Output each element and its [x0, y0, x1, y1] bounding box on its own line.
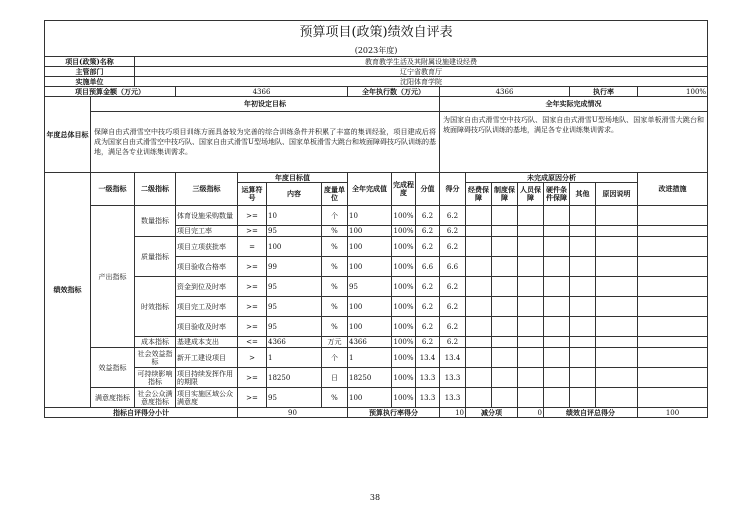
indicator-name: 项目完工及时率	[176, 297, 238, 317]
indicator-got: 6.2	[440, 337, 466, 348]
table-row	[45, 277, 708, 297]
indicator-content: 95	[267, 226, 322, 237]
indicator-unit: %	[322, 277, 348, 297]
indicator-score: 6.2	[416, 317, 440, 337]
indicator-content: 1	[267, 348, 322, 368]
indicator-op: <=	[238, 337, 267, 348]
indicator-op: >=	[238, 388, 267, 408]
indicator-content: 95	[267, 277, 322, 297]
indicator-got: 6.2	[440, 297, 466, 317]
header-reason-hardware: 硬件条件保障	[544, 183, 570, 206]
actual-goal-text: 为国家自由式滑雪空中技巧队、国家自由式滑雪U型场地队、国家单板滑雪大跳台和坡面障碍技巧队训练的基地，满足各专业训练集训需求。	[440, 112, 708, 173]
indicator-got: 6.2	[440, 206, 466, 226]
level1-effect: 效益指标	[91, 348, 135, 388]
department-value: 辽宁省教育厅	[135, 67, 708, 77]
indicator-unit: %	[322, 226, 348, 237]
project-name-value: 教育教学生活及其附属设施建设经费	[135, 57, 708, 67]
header-fix: 改进措施	[638, 173, 708, 206]
header-score: 分值	[416, 173, 440, 206]
indicator-op: >=	[238, 368, 267, 388]
header-level1: 一级指标	[91, 173, 135, 206]
indicator-unit: 个	[322, 348, 348, 368]
indicator-unit: %	[322, 297, 348, 317]
indicator-name: 项目验收及时率	[176, 317, 238, 337]
indicator-op: =	[238, 237, 267, 257]
exec-value: 4366	[440, 87, 570, 97]
group-quality: 质量指标	[135, 237, 176, 277]
header-got: 得分	[440, 173, 466, 206]
indicator-degree: 100%	[392, 368, 416, 388]
goal-label: 年度总体目标	[45, 97, 91, 173]
header-level3: 三级指标	[176, 173, 238, 206]
indicator-degree: 100%	[392, 317, 416, 337]
indicator-unit: 日	[322, 368, 348, 388]
project-name-label: 项目(政策)名称	[45, 57, 135, 67]
exec-label: 全年执行数（万元）	[348, 87, 440, 97]
table-row	[45, 368, 708, 388]
header-content: 内容	[267, 183, 322, 206]
indicator-content: 95	[267, 317, 322, 337]
indicator-score: 6.2	[416, 226, 440, 237]
group-cost: 成本指标	[135, 337, 176, 348]
indicator-got: 6.2	[440, 237, 466, 257]
indicator-name: 新开工建设项目	[176, 348, 238, 368]
indicator-content: 100	[267, 237, 322, 257]
indicator-content: 95	[267, 297, 322, 317]
indicator-content: 18250	[267, 368, 322, 388]
performance-label: 绩效指标	[45, 173, 91, 408]
indicator-degree: 100%	[392, 277, 416, 297]
unit-value: 沈阳体育学院	[135, 77, 708, 87]
evaluation-sheet	[44, 20, 707, 418]
self-score-value: 90	[238, 408, 348, 418]
indicator-actual: 100	[348, 226, 392, 237]
indicator-score: 6.2	[416, 206, 440, 226]
budget-exec-score-label: 预算执行率得分	[348, 408, 440, 418]
indicator-got: 13.3	[440, 368, 466, 388]
indicator-degree: 100%	[393, 338, 414, 346]
header-level2: 二级指标	[135, 173, 176, 206]
page-title: 预算项目(政策)绩效自评表	[45, 21, 708, 46]
indicator-unit: 万元	[322, 337, 348, 348]
indicator-op: >=	[238, 206, 267, 226]
deduct-label: 减分项	[466, 408, 518, 418]
indicator-degree: 100%	[392, 297, 416, 317]
indicator-op: >	[238, 348, 267, 368]
header-target-group: 年度目标值	[238, 173, 348, 183]
header-reason-group: 未完成原因分析	[466, 173, 638, 183]
indicator-name: 项目立项获批率	[176, 237, 238, 257]
indicator-got: 6.2	[440, 277, 466, 297]
initial-goal-text: 保障自由式滑雪空中技巧项目训练方面具备较为完善的综合训练条件并积累了丰富的集训经验，项目建成后将成为国家自由式滑雪空中技巧队、国家自由式滑雪U型场地队、国家单板滑雪大跳台和坡面障碍技巧队训练的基地，满足各专业训练集训需求。	[91, 112, 440, 173]
unit-label: 实施单位	[45, 77, 135, 87]
indicator-name: 基建成本支出	[176, 337, 238, 348]
indicator-name: 项目持续发挥作用的期限	[176, 368, 238, 388]
indicator-actual: 18250	[348, 368, 392, 388]
indicator-actual: 100	[348, 237, 392, 257]
group-quantity: 数量指标	[135, 206, 176, 237]
level1-satisfaction: 满意度指标	[91, 388, 135, 408]
indicator-degree: 100%	[392, 257, 416, 277]
indicator-content: 99	[267, 257, 322, 277]
rate-label: 执行率	[570, 87, 638, 97]
page-number: 38	[369, 493, 381, 502]
indicator-unit: 个	[322, 206, 348, 226]
header-reason-system: 制度保障	[492, 183, 518, 206]
indicator-content: 4366	[267, 337, 322, 348]
indicator-degree: 100%	[392, 348, 416, 368]
indicator-score: 6.2	[416, 337, 440, 348]
initial-goal-header: 年初设定目标	[91, 97, 440, 112]
total-score-label: 绩效自评总得分	[544, 408, 638, 418]
self-score-label: 指标自评得分小计	[45, 408, 238, 418]
group-sustain: 可持续影响指标	[135, 368, 176, 388]
rate-value: 100%	[638, 87, 708, 97]
budget-exec-score-value: 10	[440, 408, 466, 418]
indicator-degree: 100%	[392, 237, 416, 257]
header-reason-other: 其他	[570, 183, 596, 206]
actual-goal-header: 全年实际完成情况	[440, 97, 708, 112]
header-reason-staff: 人员保障	[518, 183, 544, 206]
total-score-value: 100	[638, 408, 708, 418]
indicator-op: >=	[238, 277, 267, 297]
indicator-name: 项目验收合格率	[176, 257, 238, 277]
indicator-actual: 10	[348, 206, 392, 226]
indicator-degree: 100%	[393, 227, 414, 235]
level1-output: 产出指标	[91, 206, 135, 348]
deduct-value: 0	[518, 408, 544, 418]
header-reason-funding: 经费保障	[466, 183, 492, 206]
indicator-score: 13.3	[416, 368, 440, 388]
indicator-actual: 100	[348, 257, 392, 277]
indicator-name: 体育设施采购数量	[176, 206, 238, 226]
indicator-name: 项目实施区域公众满意度	[176, 388, 238, 408]
indicator-score: 13.3	[416, 388, 440, 408]
indicator-score: 6.6	[416, 257, 440, 277]
indicator-actual: 100	[348, 388, 392, 408]
header-actual: 全年完成值	[348, 173, 392, 206]
indicator-content: 95	[267, 388, 322, 408]
indicator-got: 13.4	[440, 348, 466, 368]
indicator-op: >=	[238, 226, 267, 237]
report-year: (2023年度)	[45, 45, 708, 57]
indicator-got: 13.3	[440, 388, 466, 408]
indicator-name: 资金到位及时率	[176, 277, 238, 297]
indicator-name: 项目完工率	[176, 226, 238, 237]
indicator-actual: 100	[348, 317, 392, 337]
header-reason-explain: 原因说明	[596, 183, 638, 206]
budget-value: 4366	[176, 87, 348, 97]
table-row	[45, 388, 708, 408]
indicator-score: 6.2	[416, 297, 440, 317]
indicator-unit: %	[322, 257, 348, 277]
evaluation-table	[44, 20, 708, 418]
table-row	[45, 348, 708, 368]
group-satisfaction: 社会公众满意度指标	[135, 388, 176, 408]
group-time: 时效指标	[135, 277, 176, 337]
indicator-unit: %	[322, 237, 348, 257]
indicator-op: >=	[238, 317, 267, 337]
indicator-unit: %	[322, 388, 348, 408]
indicator-got: 6.2	[440, 226, 466, 237]
indicator-score: 6.2	[416, 237, 440, 257]
indicator-got: 6.6	[440, 257, 466, 277]
header-degree: 完成程度	[392, 173, 416, 206]
header-op: 运算符号	[238, 183, 267, 206]
indicator-actual: 4366	[348, 337, 392, 348]
header-unit: 度量单位	[322, 183, 348, 206]
indicator-op: >=	[238, 257, 267, 277]
table-row	[45, 206, 708, 226]
indicator-actual: 1	[348, 348, 392, 368]
indicator-actual: 95	[348, 277, 392, 297]
indicator-degree: 100%	[392, 388, 416, 408]
indicator-op: >=	[238, 297, 267, 317]
table-row	[45, 337, 708, 348]
group-social: 社会效益指标	[135, 348, 176, 368]
budget-label: 项目预算金额（万元）	[45, 87, 176, 97]
indicator-got: 6.2	[440, 317, 466, 337]
table-row	[45, 237, 708, 257]
indicator-content: 10	[267, 206, 322, 226]
indicator-actual: 100	[348, 297, 392, 317]
indicator-score: 13.4	[416, 348, 440, 368]
indicator-degree: 100%	[392, 206, 416, 226]
indicator-unit: %	[322, 317, 348, 337]
department-label: 主管部门	[45, 67, 135, 77]
indicator-score: 6.2	[416, 277, 440, 297]
